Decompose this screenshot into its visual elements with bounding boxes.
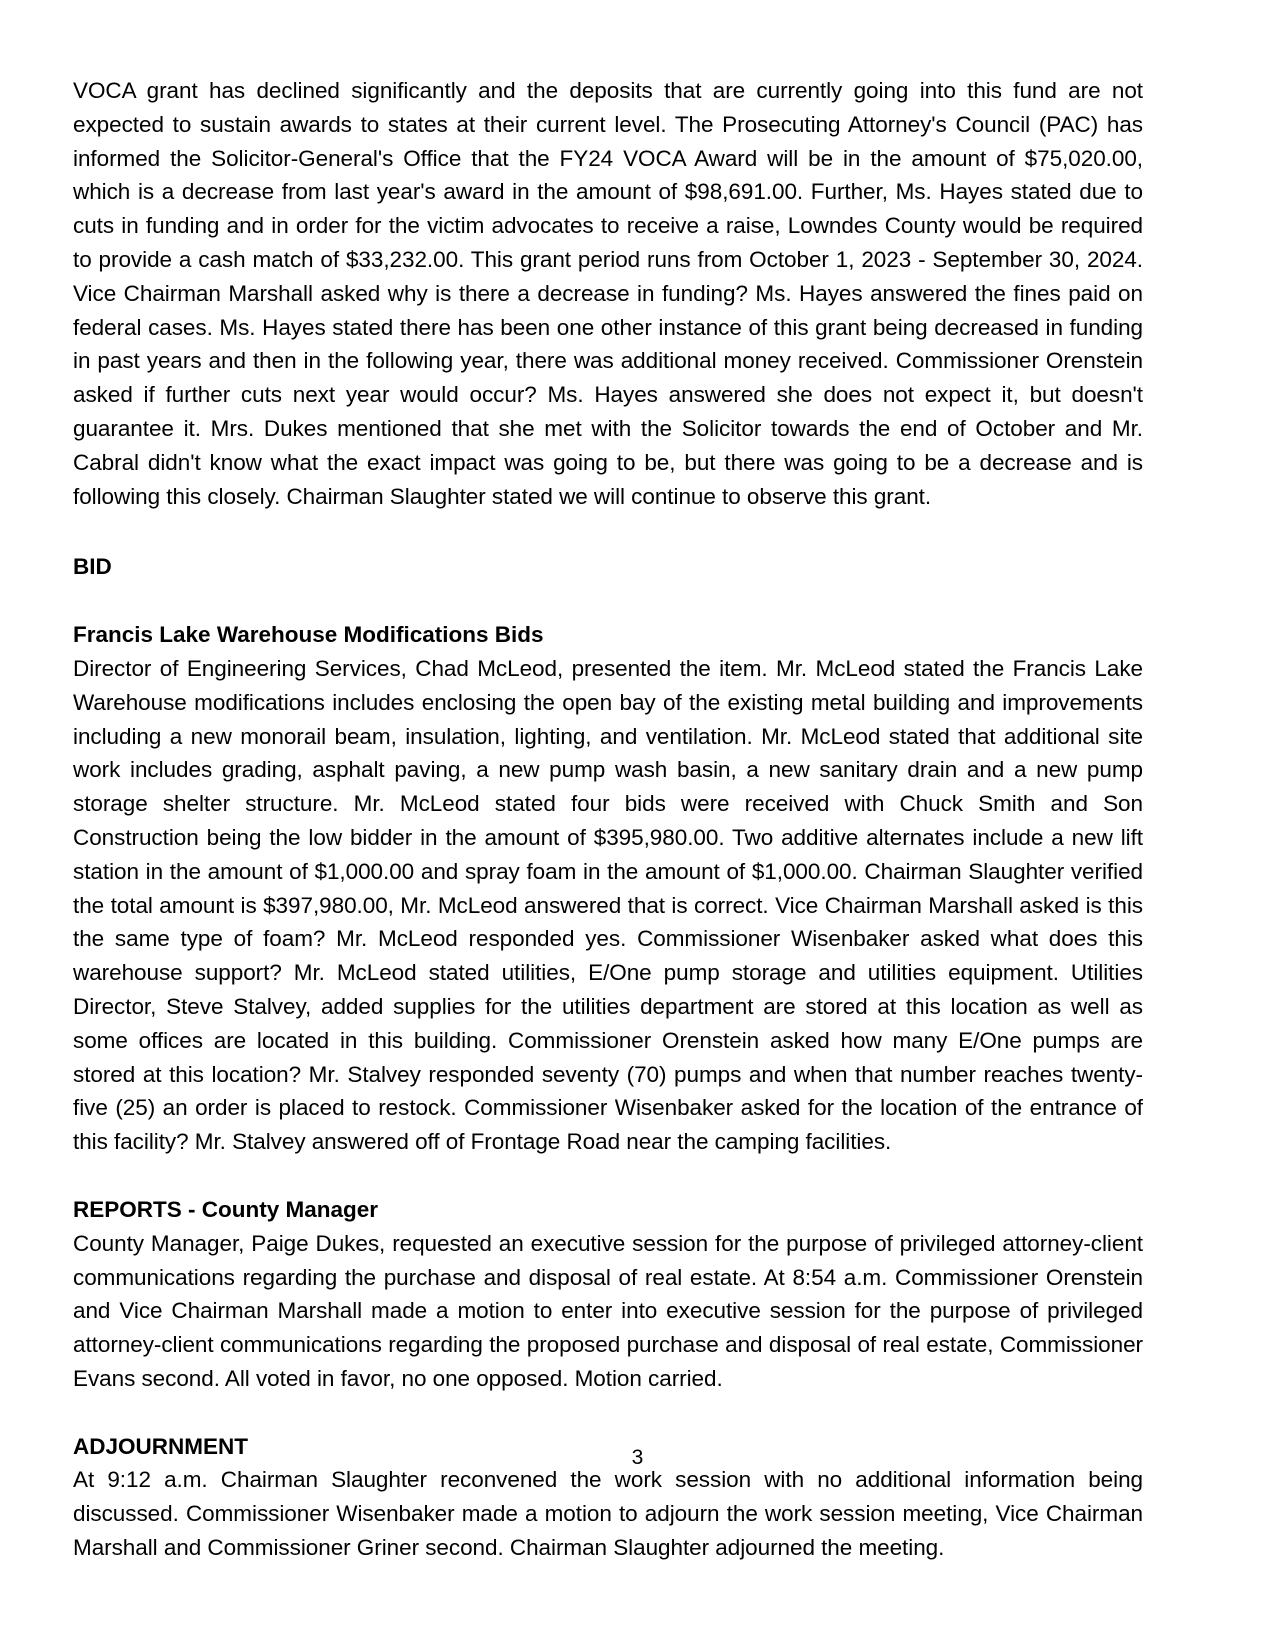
document-body	[73, 74, 1143, 1565]
heading-bid: BID	[73, 554, 112, 580]
paragraph-reports-county-manager: County Manager, Paige Dukes, requested an executive session for the purpose of privileged attorney-client communications regarding the purchase and disposal of real estate. At 8:54 a.m. Commissioner Orenstein and Vice Chairman Marshall made a motion to enter into executive session for the purpose of privileged attorney-client communications regarding the proposed purchase and disposal of real estate, Commissioner Evans second. All voted in favor, no one opposed. Motion carried.	[73, 1230, 1143, 1391]
paragraph-adjournment: At 9:12 a.m. Chairman Slaughter reconvened the work session with no additional information being discussed. Commissioner Wisenbaker made a motion to adjourn the work session meeting, Vice Chairman Marshall and Commissioner Griner second. Chairman Slaughter adjourned the meeting.	[73, 1467, 1143, 1561]
spacer	[73, 1159, 1143, 1193]
heading-reports-county-manager: REPORTS - County Manager	[73, 1196, 379, 1222]
heading-adjournment: ADJOURNMENT	[73, 1433, 249, 1459]
spacer	[73, 584, 1143, 618]
spacer	[73, 513, 1143, 550]
spacer	[73, 1396, 1143, 1430]
paragraph-voca-grant: VOCA grant has declined significantly and the deposits that are currently going into this fund are not expected to sustain awards to states at their current level. The Prosecuting Attorney's Council (PAC) has informed the Solicitor-General's Office that the FY24 VOCA Award will be in the amount of $75,020.00, which is a decrease from last year's award in the amount of $98,691.00. Further, Ms. Hayes stated due to cuts in funding and in order for the victim advocates to receive a raise, Lowndes County would be required to provide a cash match of $33,232.00. This grant period runs from October 1, 2023 - September 30, 2024. Vice Chairman Marshall asked why is there a decrease in funding? Ms. Hayes answered the fines paid on federal cases. Ms. Hayes stated there has been one other instance of this grant being decreased in funding in past years and then in the following year, there was additional money received. Commissioner Orenstein asked if further cuts next year would occur? Ms. Hayes answered she does not expect it, but doesn't guarantee it. Mrs. Dukes mentioned that she met with the Solicitor towards the end of October and Mr. Cabral didn't know what the exact impact was going to be, but there was going to be a decrease and is following this closely. Chairman Slaughter stated we will continue to observe this grant.	[73, 78, 1143, 509]
page-number: 3	[631, 1446, 644, 1469]
heading-francis-lake-warehouse: Francis Lake Warehouse Modifications Bids	[73, 622, 544, 648]
paragraph-francis-lake-bids: Director of Engineering Services, Chad McLeod, presented the item. Mr. McLeod stated the Francis Lake Warehouse modifications includes enclosing the open bay of the existing metal building and improvements including a new monorail beam, insulation, lighting, and ventilation. Mr. McLeod stated that additional site work includes grading, asphalt paving, a new pump wash basin, a new sanitary drain and a new pump storage shelter structure. Mr. McLeod stated four bids were received with Chuck Smith and Son Construction being the low bidder in the amount of $395,980.00. Two additive alternates include a new lift station in the amount of $1,000.00 and spray foam in the amount of $1,000.00. Chairman Slaughter verified the total amount is $397,980.00, Mr. McLeod answered that is correct. Vice Chairman Marshall asked is this the same type of foam? Mr. McLeod responded yes. Commissioner Wisenbaker asked what does this warehouse support? Mr. McLeod stated utilities, E/One pump storage and utilities equipment. Utilities Director, Steve Stalvey, added supplies for the utilities department are stored at this location as well as some offices are located in this building. Commissioner Orenstein asked how many E/One pumps are stored at this location? Mr. Stalvey responded seventy (70) pumps and when that number reaches twenty-five (25) an order is placed to restock. Commissioner Wisenbaker asked for the location of the entrance of this facility? Mr. Stalvey answered off of Frontage Road near the camping facilities.	[73, 655, 1143, 1155]
